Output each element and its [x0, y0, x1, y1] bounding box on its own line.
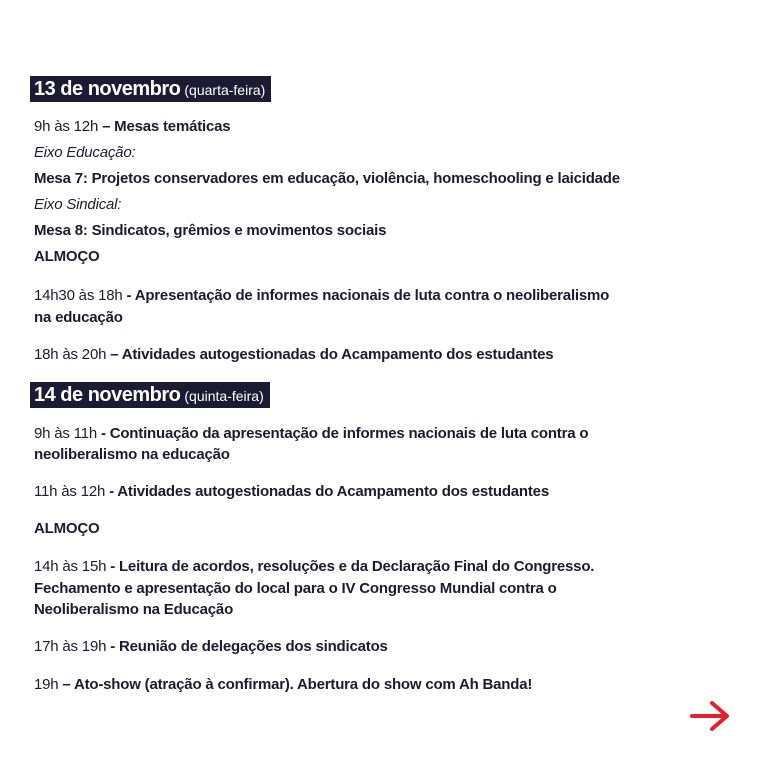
- day-date: 14 de novembro: [34, 384, 181, 406]
- mesa-8-item: [34, 221, 386, 241]
- leitura-item-continuation-1: [34, 579, 557, 599]
- mesa-7-item: [34, 169, 620, 189]
- ato-show-item: [34, 675, 532, 695]
- item-title: – Atividades autogestionadas do Acampamento dos estudantes: [110, 346, 554, 363]
- item-time: 14h30 às 18h: [34, 287, 123, 304]
- mesas-tematicas-item: [34, 117, 230, 137]
- item-title-continuation: neoliberalismo na educação: [34, 446, 230, 463]
- eixo-label: Eixo Sindical:: [34, 196, 122, 213]
- item-title: - Continuação da apresentação de informes nacionais de luta contra o: [100, 425, 589, 442]
- atividades-item-day2: [34, 482, 549, 502]
- almoco-label-day2: [34, 519, 99, 539]
- reuniao-item: [34, 637, 388, 657]
- item-title: – Mesas temáticas: [102, 118, 231, 135]
- leitura-item: [34, 557, 594, 577]
- informes-item: [34, 286, 609, 306]
- item-title: - Leitura de acordos, resoluções e da Declaração Final do Congresso.: [110, 558, 595, 575]
- almoco-text: ALMOÇO: [34, 520, 100, 537]
- day-header-14-novembro: [30, 382, 270, 408]
- item-time: 11h às 12h: [34, 483, 106, 500]
- item-time: 17h às 19h: [34, 638, 107, 655]
- item-title-continuation: Neoliberalismo na Educação: [34, 601, 234, 618]
- almoco-text: ALMOÇO: [34, 248, 100, 265]
- eixo-sindical-label: [34, 195, 121, 215]
- mesa-text: Projetos conservadores em educação, violência, homeschooling e laicidade: [91, 170, 620, 187]
- continuacao-item: [34, 424, 588, 444]
- item-time: 19h: [34, 676, 59, 693]
- day-weekday: (quarta-feira): [184, 82, 266, 98]
- item-title: – Ato-show (atração à confirmar). Abertura do show com Ah Banda!: [62, 676, 533, 693]
- eixo-label: Eixo Educação:: [34, 144, 136, 161]
- day-weekday: (quinta-feira): [184, 388, 264, 404]
- mesa-text: Sindicatos, grêmios e movimentos sociais: [91, 222, 387, 239]
- informes-item-continuation: [34, 308, 123, 328]
- item-time: 14h às 15h: [34, 558, 107, 575]
- arrow-right-icon[interactable]: [690, 700, 732, 732]
- item-title: - Reunião de delegações dos sindicatos: [110, 638, 388, 655]
- mesa-label: Mesa 7:: [34, 170, 88, 187]
- item-time: 9h às 12h: [34, 118, 99, 135]
- atividades-item: [34, 345, 553, 365]
- day-header-13-novembro: [30, 76, 271, 102]
- item-title-continuation: na educação: [34, 309, 123, 326]
- day-date: 13 de novembro: [34, 78, 181, 100]
- item-time: 9h às 11h: [34, 425, 97, 442]
- item-title: - Atividades autogestionadas do Acampamento dos estudantes: [109, 483, 549, 500]
- mesa-label: Mesa 8:: [34, 222, 88, 239]
- eixo-educacao-label: [34, 143, 135, 163]
- item-title: - Apresentação de informes nacionais de luta contra o neoliberalismo: [126, 287, 610, 304]
- item-title-continuation: Fechamento e apresentação do local para o IV Congresso Mundial contra o: [34, 580, 557, 597]
- leitura-item-continuation-2: [34, 600, 233, 620]
- almoco-label: [34, 247, 99, 267]
- continuacao-item-continuation: [34, 445, 230, 465]
- item-time: 18h às 20h: [34, 346, 107, 363]
